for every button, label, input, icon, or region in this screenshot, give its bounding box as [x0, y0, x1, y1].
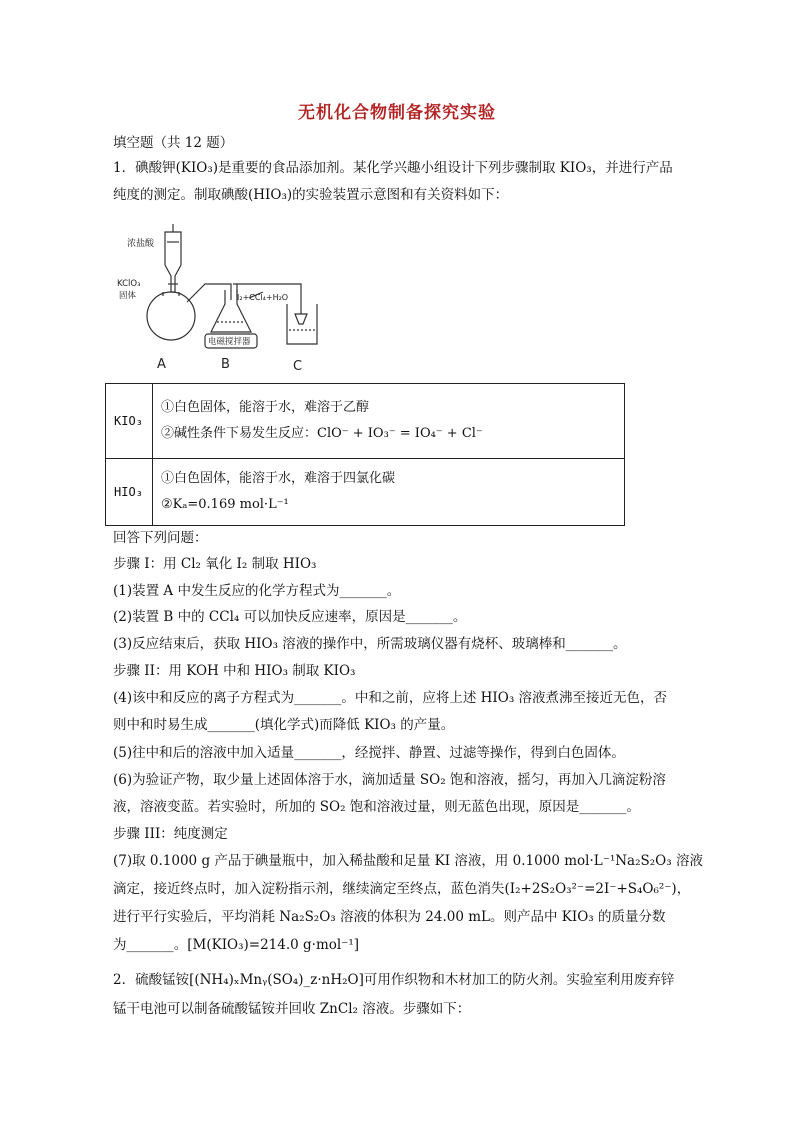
q1-part-7-line-2: 滴定，接近终点时，加入淀粉指示剂，继续滴定至终点，蓝色消失(I₂+2S₂O₃²⁻=2I⁻+S₄O₆²⁻)，: [113, 881, 691, 897]
reference-table: [105, 383, 625, 526]
q2-line-1: 2．硫酸锰铵[(NH₄)ₓMnᵧ(SO₄)_z·nH₂O]可用作织物和木材加工的防火剂。实验室利用废弃锌: [113, 972, 675, 988]
q1-part-6-line-1: (6)为验证产物，取少量上述固体溶于水，滴加适量 SO₂ 饱和溶液，摇匀，再加入几滴淀粉溶: [113, 772, 666, 788]
label-b: B: [221, 357, 230, 372]
table-cell: [153, 459, 625, 526]
table-row: [106, 459, 625, 526]
answer-prompt: 回答下列问题：: [113, 530, 208, 546]
q1-part-7-line-3: 进行平行实验后，平均消耗 Na₂S₂O₃ 溶液的体积为 24.00 mL。则产品中 KIO₃ 的质量分数: [113, 909, 666, 925]
q1-part-4-line-2: 则中和时易生成_______(填化学式)而降低 KIO₃ 的产量。: [113, 717, 455, 733]
hio3-property-1: ①白色固体，能溶于水，难溶于四氯化碳: [161, 471, 396, 486]
q1-part-7-line-4: 为_______。[M(KIO₃)=214.0 g·mol⁻¹]: [113, 937, 360, 953]
table-cell: [153, 384, 625, 459]
label-c: C: [293, 359, 303, 372]
step-2-heading: 步骤 II：用 KOH 中和 HIO₃ 制取 KIO₃: [113, 663, 356, 679]
q1-part-2: (2)装置 B 中的 CCl₄ 可以加快反应速率，原因是_______。: [113, 609, 467, 625]
table-row: [106, 384, 625, 459]
kio3-property-1: ①白色固体，能溶于水，难溶于乙醇: [161, 400, 370, 415]
separatory-funnel: [165, 232, 181, 292]
label-reagent: I₂+CCl₄+H₂O: [237, 293, 289, 302]
label-stirrer: 电磁搅拌器: [208, 337, 251, 347]
label-a: A: [157, 357, 166, 372]
table-key-kio3: KIO₃: [106, 384, 153, 459]
kio3-property-2: ②碱性条件下易发生反应：ClO⁻ + IO₃⁻ = IO₄⁻ + Cl⁻: [161, 426, 483, 441]
q2-line-2: 锰干电池可以制备硫酸锰铵并回收 ZnCl₂ 溶液。步骤如下：: [113, 1001, 471, 1017]
flask-a: [147, 292, 195, 340]
page-title: 无机化合物制备探究实验: [298, 103, 496, 123]
label-kclo3: KClO₃: [117, 279, 141, 289]
step-1-heading: 步骤 I：用 Cl₂ 氧化 I₂ 制取 HIO₃: [113, 556, 317, 572]
table-key-hio3: HIO₃: [106, 459, 153, 526]
tube-a-to-b: [199, 284, 231, 300]
q1-intro-line-1: 1．碘酸钾(KIO₃)是重要的食品添加剂。某化学兴趣小组设计下列步骤制取 KIO₃，并进行产品: [113, 160, 673, 176]
q1-part-4-line-1: (4)该中和反应的离子方程式为_______。中和之前，应将上述 HIO₃ 溶液煮沸至接近无色，否: [113, 690, 668, 706]
hio3-property-2: ②Kₐ=0.169 mol·L⁻¹: [161, 497, 289, 512]
q1-intro-line-2: 纯度的测定。制取碘酸(HIO₃)的实验装置示意图和有关资料如下：: [113, 187, 509, 203]
label-hcl: 浓盐酸: [127, 239, 155, 249]
q1-part-6-line-2: 液，溶液变蓝。若实验时，所加的 SO₂ 饱和溶液过量，则无蓝色出现，原因是_______。: [113, 799, 641, 815]
label-solid: 固体: [119, 291, 137, 301]
step-3-heading: 步骤 III：纯度测定: [113, 826, 228, 842]
apparatus-diagram: [113, 220, 343, 372]
q1-part-5: (5)往中和后的溶液中加入适量_______，经搅拌、静置、过滤等操作，得到白色固体。: [113, 745, 625, 761]
flask-side-neck: [187, 290, 199, 302]
q1-part-3: (3)反应结束后，获取 HIO₃ 溶液的操作中，所需玻璃仪器有烧杯、玻璃棒和_______。: [113, 636, 627, 652]
q1-part-7-line-1: (7)取 0.1000 g 产品于碘量瓶中，加入稀盐酸和足量 KI 溶液，用 0.1000 mol·L⁻¹Na₂S₂O₃ 溶液: [113, 853, 703, 869]
section-heading: 填空题（共 12 题）: [113, 135, 234, 151]
q1-part-1: (1)装置 A 中发生反应的化学方程式为_______。: [113, 583, 401, 599]
